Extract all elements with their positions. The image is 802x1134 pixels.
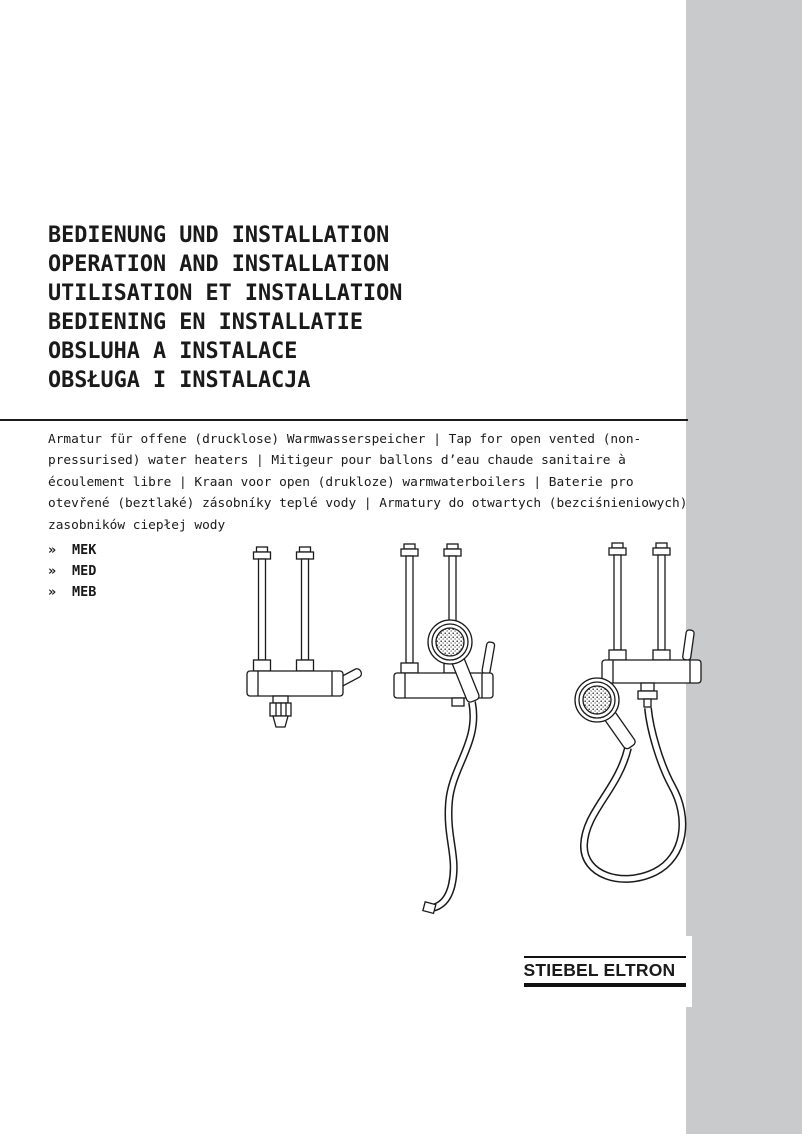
logo-bottom-bar	[524, 983, 686, 987]
tap-figure-spout-icon	[247, 547, 363, 727]
brand-logo	[517, 936, 692, 1007]
title-polish: OBSŁUGA I INSTALACJA	[48, 367, 311, 393]
model-bullet: »	[48, 563, 57, 579]
tap-lever-icon	[682, 630, 694, 661]
model-label: MEK	[72, 542, 97, 558]
tap-spout-icon	[270, 696, 291, 727]
model-label: MEB	[72, 584, 97, 600]
title-german: BEDIENUNG UND INSTALLATION	[48, 223, 390, 248]
tap-lever-icon	[482, 642, 495, 675]
model-bullet: »	[48, 584, 57, 600]
shower-hose-icon	[423, 702, 474, 913]
tap-figure-hanging-hose-icon	[394, 544, 495, 913]
model-bullet: »	[48, 542, 57, 558]
brand-logo-inner	[524, 956, 686, 987]
tap-figure-looped-hose-icon	[575, 543, 701, 879]
hand-shower-icon	[575, 678, 637, 750]
shower-hose-icon	[584, 708, 682, 879]
tap-body-icon	[394, 673, 493, 706]
product-description: Armatur für offene (drucklose) Warmwasserspeicher | Tap for open vented (non-pressurised) water heaters | Mitigeur pour ballons d’eau chaude sanitaire à écoulement libre | Kraan voor open (drukloze) warmwaterboilers | Baterie pro otevřené (beztlaké) zásobníky teplé vody | Armatury do otwartych (bezciśnieniowych) zasobników ciepłej wody	[48, 432, 688, 533]
title-french: UTILISATION ET INSTALLATION	[48, 280, 403, 306]
supply-pipes-icon	[609, 543, 670, 660]
model-label: MED	[72, 563, 97, 579]
logo-top-line	[524, 956, 686, 958]
title-czech: OBSLUHA A INSTALACE	[48, 338, 298, 364]
tap-body-icon	[247, 671, 343, 696]
supply-pipes-icon	[254, 547, 314, 671]
title-english: OPERATION AND INSTALLATION	[48, 251, 390, 277]
title-dutch: BEDIENING EN INSTALLATIE	[48, 309, 363, 335]
logo-wordmark: STIEBEL ELTRON	[523, 960, 676, 981]
